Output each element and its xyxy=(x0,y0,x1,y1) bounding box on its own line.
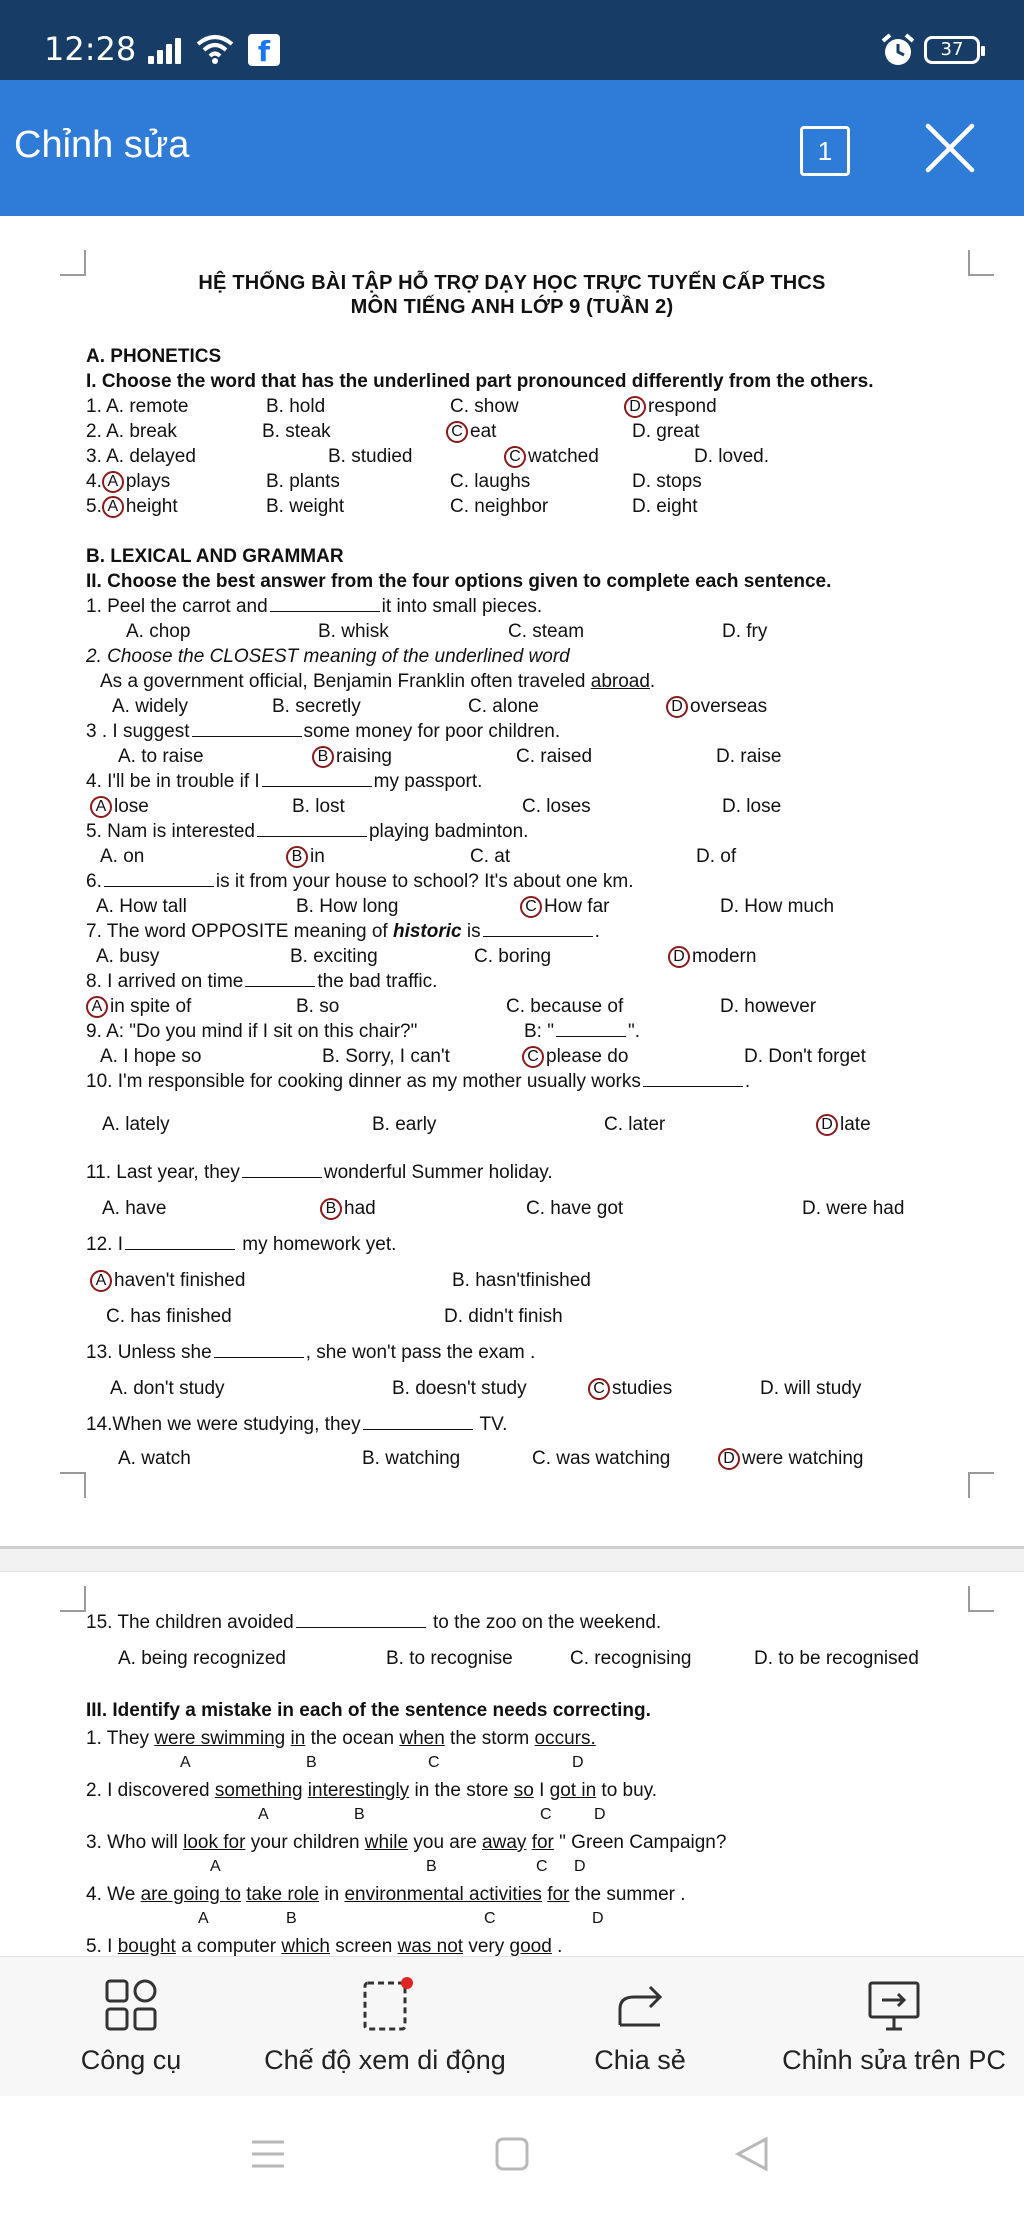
option-b-text: raising xyxy=(336,746,392,768)
page-separator xyxy=(0,1546,1024,1572)
phonetics-row-2 xyxy=(86,421,700,443)
label-a: A xyxy=(210,1858,221,1875)
underlined-part: so xyxy=(513,1780,534,1801)
sentence-text: the storm xyxy=(444,1728,535,1749)
option-d: D. Don't forget xyxy=(744,1046,866,1067)
underlined-part: which xyxy=(281,1936,330,1956)
page-corner-mark xyxy=(60,1586,86,1612)
label-b: B xyxy=(426,1858,437,1875)
answer-circle: B xyxy=(286,846,308,868)
question-14 xyxy=(86,1414,507,1436)
underlined-part: was not xyxy=(397,1936,464,1956)
option-d: D. loved. xyxy=(694,446,769,467)
question-7 xyxy=(86,921,600,943)
option-c: C. was watching xyxy=(532,1448,671,1469)
underlined-part: take role xyxy=(246,1884,320,1905)
question-text: 15. The children avoided xyxy=(86,1612,294,1633)
option-b: B. weight xyxy=(266,496,345,517)
sentence-text: screen xyxy=(330,1936,398,1956)
answer-blank xyxy=(125,1235,235,1250)
question-text: the bad traffic. xyxy=(317,971,438,992)
answer-blank xyxy=(262,772,372,787)
option-c-text: How far xyxy=(544,896,610,918)
option-d: D. great xyxy=(632,421,700,442)
instruction-3: III. Identify a mistake in each of the sentence needs correcting. xyxy=(86,1700,651,1721)
answer-blank xyxy=(104,872,214,887)
answer-circle: D xyxy=(666,696,688,718)
label-d: D xyxy=(572,1754,584,1771)
alarm-icon xyxy=(880,32,916,68)
question-2: 2. Choose the CLOSEST meaning of the underlined word xyxy=(86,646,570,667)
wifi-icon xyxy=(196,34,234,64)
option-d-selected xyxy=(816,1114,871,1136)
page-corner-mark xyxy=(60,1472,86,1498)
option-a: A. on xyxy=(100,846,145,867)
question-text: 1. Peel the carrot and xyxy=(86,596,268,617)
underlined-part: good xyxy=(509,1936,552,1956)
tools-button[interactable] xyxy=(46,1975,216,2076)
answer-circle: D xyxy=(624,396,646,418)
option-b: B. early xyxy=(372,1114,437,1135)
document-view[interactable] xyxy=(0,216,1024,1956)
option-d: D. raise xyxy=(716,746,782,767)
option-b-selected xyxy=(312,746,392,768)
underlined-word: abroad xyxy=(590,671,650,692)
underlined-part: environmental activities xyxy=(344,1884,542,1905)
option-a-selected xyxy=(86,996,191,1018)
mistake-sentence-1 xyxy=(86,1728,596,1750)
app-bar xyxy=(0,80,1024,216)
sentence-text: 4. We xyxy=(86,1884,141,1905)
answer-blank xyxy=(245,972,315,987)
option-a: A. have xyxy=(102,1198,167,1219)
option-b-text: had xyxy=(344,1198,376,1220)
answer-circle: A xyxy=(102,496,124,518)
question-text: ". xyxy=(627,1021,641,1042)
document-subtitle: MÔN TIẾNG ANH LỚP 9 (TUẦN 2) xyxy=(350,296,674,318)
option-d: D. will study xyxy=(760,1378,862,1399)
option-a-text: lose xyxy=(114,796,149,818)
question-6 xyxy=(86,871,633,893)
tools-label: Công cụ xyxy=(80,2045,182,2075)
question-text: to the zoo on the weekend. xyxy=(433,1612,662,1633)
option-d-text: respond xyxy=(648,396,717,418)
answer-circle: C xyxy=(504,446,526,468)
menu-icon[interactable] xyxy=(248,2136,288,2172)
option-a: A. chop xyxy=(126,621,191,642)
option-a: A. remote xyxy=(106,396,189,417)
answer-blank xyxy=(483,922,593,937)
option-b: B. whisk xyxy=(318,621,389,642)
option-a: A. watch xyxy=(118,1448,191,1469)
share-icon xyxy=(610,1975,670,2035)
underlined-part: when xyxy=(399,1728,445,1749)
instruction-2: II. Choose the best answer from the four options given to complete each sentence. xyxy=(86,571,832,592)
underlined-part: while xyxy=(364,1832,409,1853)
option-a-text: haven't finished xyxy=(114,1270,246,1292)
underlined-part: away xyxy=(482,1832,527,1853)
underlined-part: for xyxy=(547,1884,570,1905)
option-d: D. of xyxy=(696,846,737,867)
answer-circle: A xyxy=(90,1270,112,1292)
mobile-view-icon xyxy=(355,1975,415,2035)
option-a-text: in spite of xyxy=(110,996,192,1018)
question-number: 2. xyxy=(86,421,102,442)
label-b: B xyxy=(306,1754,317,1771)
option-c-selected xyxy=(446,421,496,443)
facebook-icon: f xyxy=(248,34,280,66)
question-number: 3. xyxy=(86,446,102,467)
sentence-text: to buy. xyxy=(596,1780,658,1801)
option-c-text: please do xyxy=(546,1046,629,1068)
mobile-view-label: Chế độ xem di động xyxy=(264,2045,506,2075)
page-title: Chỉnh sửa xyxy=(14,124,190,166)
home-icon[interactable] xyxy=(494,2136,530,2172)
option-c-selected xyxy=(504,446,599,468)
page-corner-mark xyxy=(968,1472,994,1498)
option-b: B. hasn'tfinished xyxy=(452,1270,591,1291)
option-c: C. alone xyxy=(468,696,539,717)
option-d-text: were watching xyxy=(742,1448,864,1470)
question-text: B: " xyxy=(524,1021,554,1042)
sentence-text: your children xyxy=(245,1832,365,1853)
question-10 xyxy=(86,1071,750,1093)
question-text: my passport. xyxy=(373,771,483,792)
question-number: 5. xyxy=(86,496,102,518)
option-b: B. steak xyxy=(262,421,331,442)
close-icon[interactable] xyxy=(920,118,980,178)
question-text: TV. xyxy=(479,1414,508,1435)
question-text: 14.When we were studying, they xyxy=(86,1414,361,1435)
question-text: some money for poor children. xyxy=(303,721,561,742)
option-c: C. have got xyxy=(526,1198,624,1219)
option-a-text: height xyxy=(125,496,178,518)
sentence-text: 2. I discovered xyxy=(86,1780,215,1801)
option-a: A. widely xyxy=(112,696,189,717)
answer-blank xyxy=(363,1415,473,1430)
grid-tools-icon xyxy=(101,1975,161,2035)
sentence-text: you are xyxy=(408,1832,483,1853)
option-a: A. being recognized xyxy=(118,1648,286,1669)
page-count: 1 xyxy=(817,136,833,166)
label-c: C xyxy=(540,1806,552,1823)
answer-circle: B xyxy=(320,1198,342,1220)
signal-icon xyxy=(148,36,184,64)
option-d-selected xyxy=(668,946,756,968)
question-text: 13. Unless she xyxy=(86,1342,212,1363)
option-a-selected xyxy=(90,796,149,818)
option-b: B. studied xyxy=(328,446,413,467)
option-c: C. laughs xyxy=(450,471,531,492)
mistake-sentence-5 xyxy=(86,1936,562,1956)
option-d: D. How much xyxy=(720,896,835,917)
phonetics-row-3 xyxy=(86,446,769,468)
label-d: D xyxy=(592,1910,604,1927)
answer-circle: C xyxy=(446,421,468,443)
option-b: B. hold xyxy=(266,396,326,417)
option-d-selected xyxy=(718,1448,863,1470)
option-d-text: modern xyxy=(692,946,757,968)
question-text: . xyxy=(594,921,600,942)
question-11 xyxy=(86,1162,553,1184)
answer-circle: A xyxy=(90,796,112,818)
option-c-text: watched xyxy=(528,446,599,468)
option-c-text: eat xyxy=(470,421,497,443)
option-d-text: overseas xyxy=(690,696,768,718)
underlined-part: interestingly xyxy=(307,1780,410,1801)
sentence-text: 1. They xyxy=(86,1728,155,1749)
underlined-part: got in xyxy=(549,1780,597,1801)
label-d: D xyxy=(574,1858,586,1875)
question-text: is xyxy=(466,921,481,942)
sentence-text: a computer xyxy=(175,1936,282,1956)
phonetics-row-5 xyxy=(86,496,698,518)
option-a-text: plays xyxy=(125,471,171,493)
option-c: C. later xyxy=(604,1114,666,1135)
answer-blank xyxy=(242,1163,322,1178)
question-text: 7. The word OPPOSITE meaning of xyxy=(86,921,388,942)
option-b: B. doesn't study xyxy=(392,1378,527,1399)
mistake-sentence-2 xyxy=(86,1780,657,1802)
underlined-part: for xyxy=(531,1832,554,1853)
answer-circle: C xyxy=(522,1046,544,1068)
answer-blank xyxy=(270,597,380,612)
label-c: C xyxy=(536,1858,548,1875)
option-c: C. because of xyxy=(506,996,624,1017)
underlined-part: occurs. xyxy=(534,1728,596,1749)
label-a: A xyxy=(198,1910,209,1927)
label-b: B xyxy=(354,1806,365,1823)
question-8 xyxy=(86,971,437,993)
back-icon[interactable] xyxy=(734,2136,770,2172)
sentence-text: the summer . xyxy=(569,1884,686,1905)
desktop-edit-icon xyxy=(864,1975,924,2035)
page-corner-mark xyxy=(968,1586,994,1612)
system-nav-bar xyxy=(0,2096,1024,2217)
option-a: A. I hope so xyxy=(100,1046,202,1067)
option-c: C. recognising xyxy=(570,1648,692,1669)
question-2-sentence xyxy=(100,671,655,693)
option-d: D. didn't finish xyxy=(444,1306,563,1327)
answer-circle: D xyxy=(718,1448,740,1470)
answer-circle: A xyxy=(86,996,108,1018)
question-text: 11. Last year, they xyxy=(86,1162,240,1183)
option-d: D. however xyxy=(720,996,817,1017)
option-d: D. were had xyxy=(802,1198,905,1219)
question-text: . xyxy=(649,671,656,692)
question-text: 9. A: "Do you mind if I sit on this chair?" xyxy=(86,1021,418,1042)
question-text: playing badminton. xyxy=(368,821,529,842)
phonetics-row-1 xyxy=(86,396,717,418)
option-b: B. Sorry, I can't xyxy=(322,1046,450,1067)
option-d-text: late xyxy=(840,1114,871,1136)
underlined-part: in xyxy=(290,1728,306,1749)
option-a: A. don't study xyxy=(110,1378,225,1399)
question-text: wonderful Summer holiday. xyxy=(323,1162,553,1183)
share-button[interactable] xyxy=(570,1975,710,2076)
label-a: A xyxy=(180,1754,191,1771)
answer-blank xyxy=(214,1343,304,1358)
option-b: B. so xyxy=(296,996,340,1017)
question-text: 10. I'm responsible for cooking dinner as my mother usually works xyxy=(86,1071,641,1092)
answer-circle: A xyxy=(102,471,124,493)
label-d: D xyxy=(594,1806,606,1823)
question-number: 1. xyxy=(86,396,102,417)
option-b: B. How long xyxy=(296,896,399,917)
question-text: is it from your house to school? It's about one km. xyxy=(215,871,634,892)
question-9 xyxy=(86,1021,417,1043)
sentence-text: " Green Campaign? xyxy=(553,1832,727,1853)
option-b-selected xyxy=(320,1198,376,1220)
option-a: A. delayed xyxy=(106,446,196,467)
answer-blank xyxy=(643,1072,743,1087)
option-b-selected xyxy=(286,846,325,868)
answer-blank xyxy=(192,722,302,737)
sentence-text: 3. Who will xyxy=(86,1832,184,1853)
option-b: B. to recognise xyxy=(386,1648,513,1669)
option-b: B. plants xyxy=(266,471,340,492)
option-d-selected xyxy=(666,696,767,718)
question-text: , she won't pass the exam . xyxy=(305,1342,536,1363)
edit-on-pc-label: Chỉnh sửa trên PC xyxy=(782,2045,1006,2075)
answer-blank xyxy=(257,822,367,837)
question-text: . xyxy=(744,1071,751,1092)
underlined-part: look for xyxy=(183,1832,246,1853)
question-13 xyxy=(86,1342,535,1364)
question-4 xyxy=(86,771,482,793)
sentence-text: I xyxy=(533,1780,550,1801)
question-text: 12. I xyxy=(86,1234,123,1255)
battery-icon xyxy=(924,36,980,64)
question-text: 6. xyxy=(86,871,102,892)
answer-circle: C xyxy=(520,896,542,918)
mistake-sentence-3 xyxy=(86,1832,726,1854)
option-c: C. steam xyxy=(508,621,585,642)
option-d: D. eight xyxy=(632,496,698,517)
underlined-part: something xyxy=(214,1780,303,1801)
answer-circle: C xyxy=(588,1378,610,1400)
question-text: my homework yet. xyxy=(242,1234,397,1255)
option-b-text: in xyxy=(310,846,325,868)
option-d: D. fry xyxy=(722,621,768,642)
option-b: B. exciting xyxy=(290,946,378,967)
option-c-selected xyxy=(522,1046,628,1068)
question-text: 8. I arrived on time xyxy=(86,971,244,992)
option-a: A. break xyxy=(106,421,177,442)
sentence-text: the ocean xyxy=(305,1728,400,1749)
label-b: B xyxy=(286,1910,297,1927)
question-text: As a government official, Benjamin Franklin often traveled xyxy=(100,671,586,692)
sentence-text: in the store xyxy=(409,1780,514,1801)
answer-blank xyxy=(556,1022,626,1037)
option-d: D. stops xyxy=(632,471,702,492)
option-c-selected xyxy=(588,1378,672,1400)
page-count-button[interactable] xyxy=(800,126,850,176)
question-3 xyxy=(86,721,560,743)
option-a: A. How tall xyxy=(96,896,187,917)
question-number: 4. xyxy=(86,471,102,493)
option-c-text: studies xyxy=(612,1378,673,1400)
phonetics-row-4 xyxy=(86,471,702,493)
option-b: B. lost xyxy=(292,796,345,817)
document-title: HỆ THỐNG BÀI TẬP HỖ TRỢ DẠY HỌC TRỰC TUYẾN CẤP THCS xyxy=(198,272,826,294)
status-time: 12:28 xyxy=(44,30,137,68)
section-phonetics: A. PHONETICS xyxy=(86,346,222,367)
option-a: A. lately xyxy=(102,1114,170,1135)
status-bar xyxy=(0,0,1024,80)
option-d-selected xyxy=(624,396,717,418)
answer-blank xyxy=(296,1613,426,1628)
question-text: 4. I'll be in trouble if I xyxy=(86,771,260,792)
option-c: C. boring xyxy=(474,946,552,967)
option-c: C. raised xyxy=(516,746,593,767)
label-a: A xyxy=(258,1806,269,1823)
mistake-sentence-4 xyxy=(86,1884,686,1906)
option-c: C. has finished xyxy=(106,1306,232,1327)
underlined-part: bought xyxy=(117,1936,176,1956)
question-text: 3 . I suggest xyxy=(86,721,190,742)
question-5 xyxy=(86,821,528,843)
question-9-reply xyxy=(524,1021,640,1043)
underlined-part: are going to xyxy=(140,1884,241,1905)
option-c: C. at xyxy=(470,846,511,867)
mobile-view-button[interactable] xyxy=(250,1975,520,2076)
option-a: A. to raise xyxy=(118,746,204,767)
option-c-selected xyxy=(520,896,609,918)
question-text: 5. Nam is interested xyxy=(86,821,255,842)
bottom-toolbar xyxy=(0,1956,1024,2096)
option-c: C. neighbor xyxy=(450,496,549,517)
share-label: Chia sẻ xyxy=(594,2045,686,2075)
edit-on-pc-button[interactable] xyxy=(764,1975,1024,2076)
question-text: it into small pieces. xyxy=(381,596,543,617)
question-1 xyxy=(86,596,542,618)
option-a: A. busy xyxy=(96,946,160,967)
question-12 xyxy=(86,1234,396,1256)
label-c: C xyxy=(484,1910,496,1927)
question-15 xyxy=(86,1612,661,1634)
battery-level: 37 xyxy=(940,39,964,60)
sentence-text: 5. I xyxy=(86,1936,118,1956)
instruction-1: I. Choose the word that has the underlined part pronounced differently from the others. xyxy=(86,371,874,392)
option-a-selected xyxy=(90,1270,245,1292)
underlined-part: were swimming xyxy=(154,1728,286,1749)
sentence-text: very xyxy=(463,1936,510,1956)
answer-circle: D xyxy=(668,946,690,968)
option-c: C. loses xyxy=(522,796,591,817)
label-c: C xyxy=(428,1754,440,1771)
answer-circle: D xyxy=(816,1114,838,1136)
section-lexical: B. LEXICAL AND GRAMMAR xyxy=(86,546,344,567)
answer-circle: B xyxy=(312,746,334,768)
option-b: B. watching xyxy=(362,1448,461,1469)
option-c: C. show xyxy=(450,396,519,417)
sentence-text: in xyxy=(319,1884,345,1905)
emphasis-word: historic xyxy=(392,921,462,942)
option-b: B. secretly xyxy=(272,696,361,717)
sentence-text: . xyxy=(551,1936,563,1956)
option-d: D. lose xyxy=(722,796,782,817)
option-d: D. to be recognised xyxy=(754,1648,919,1669)
